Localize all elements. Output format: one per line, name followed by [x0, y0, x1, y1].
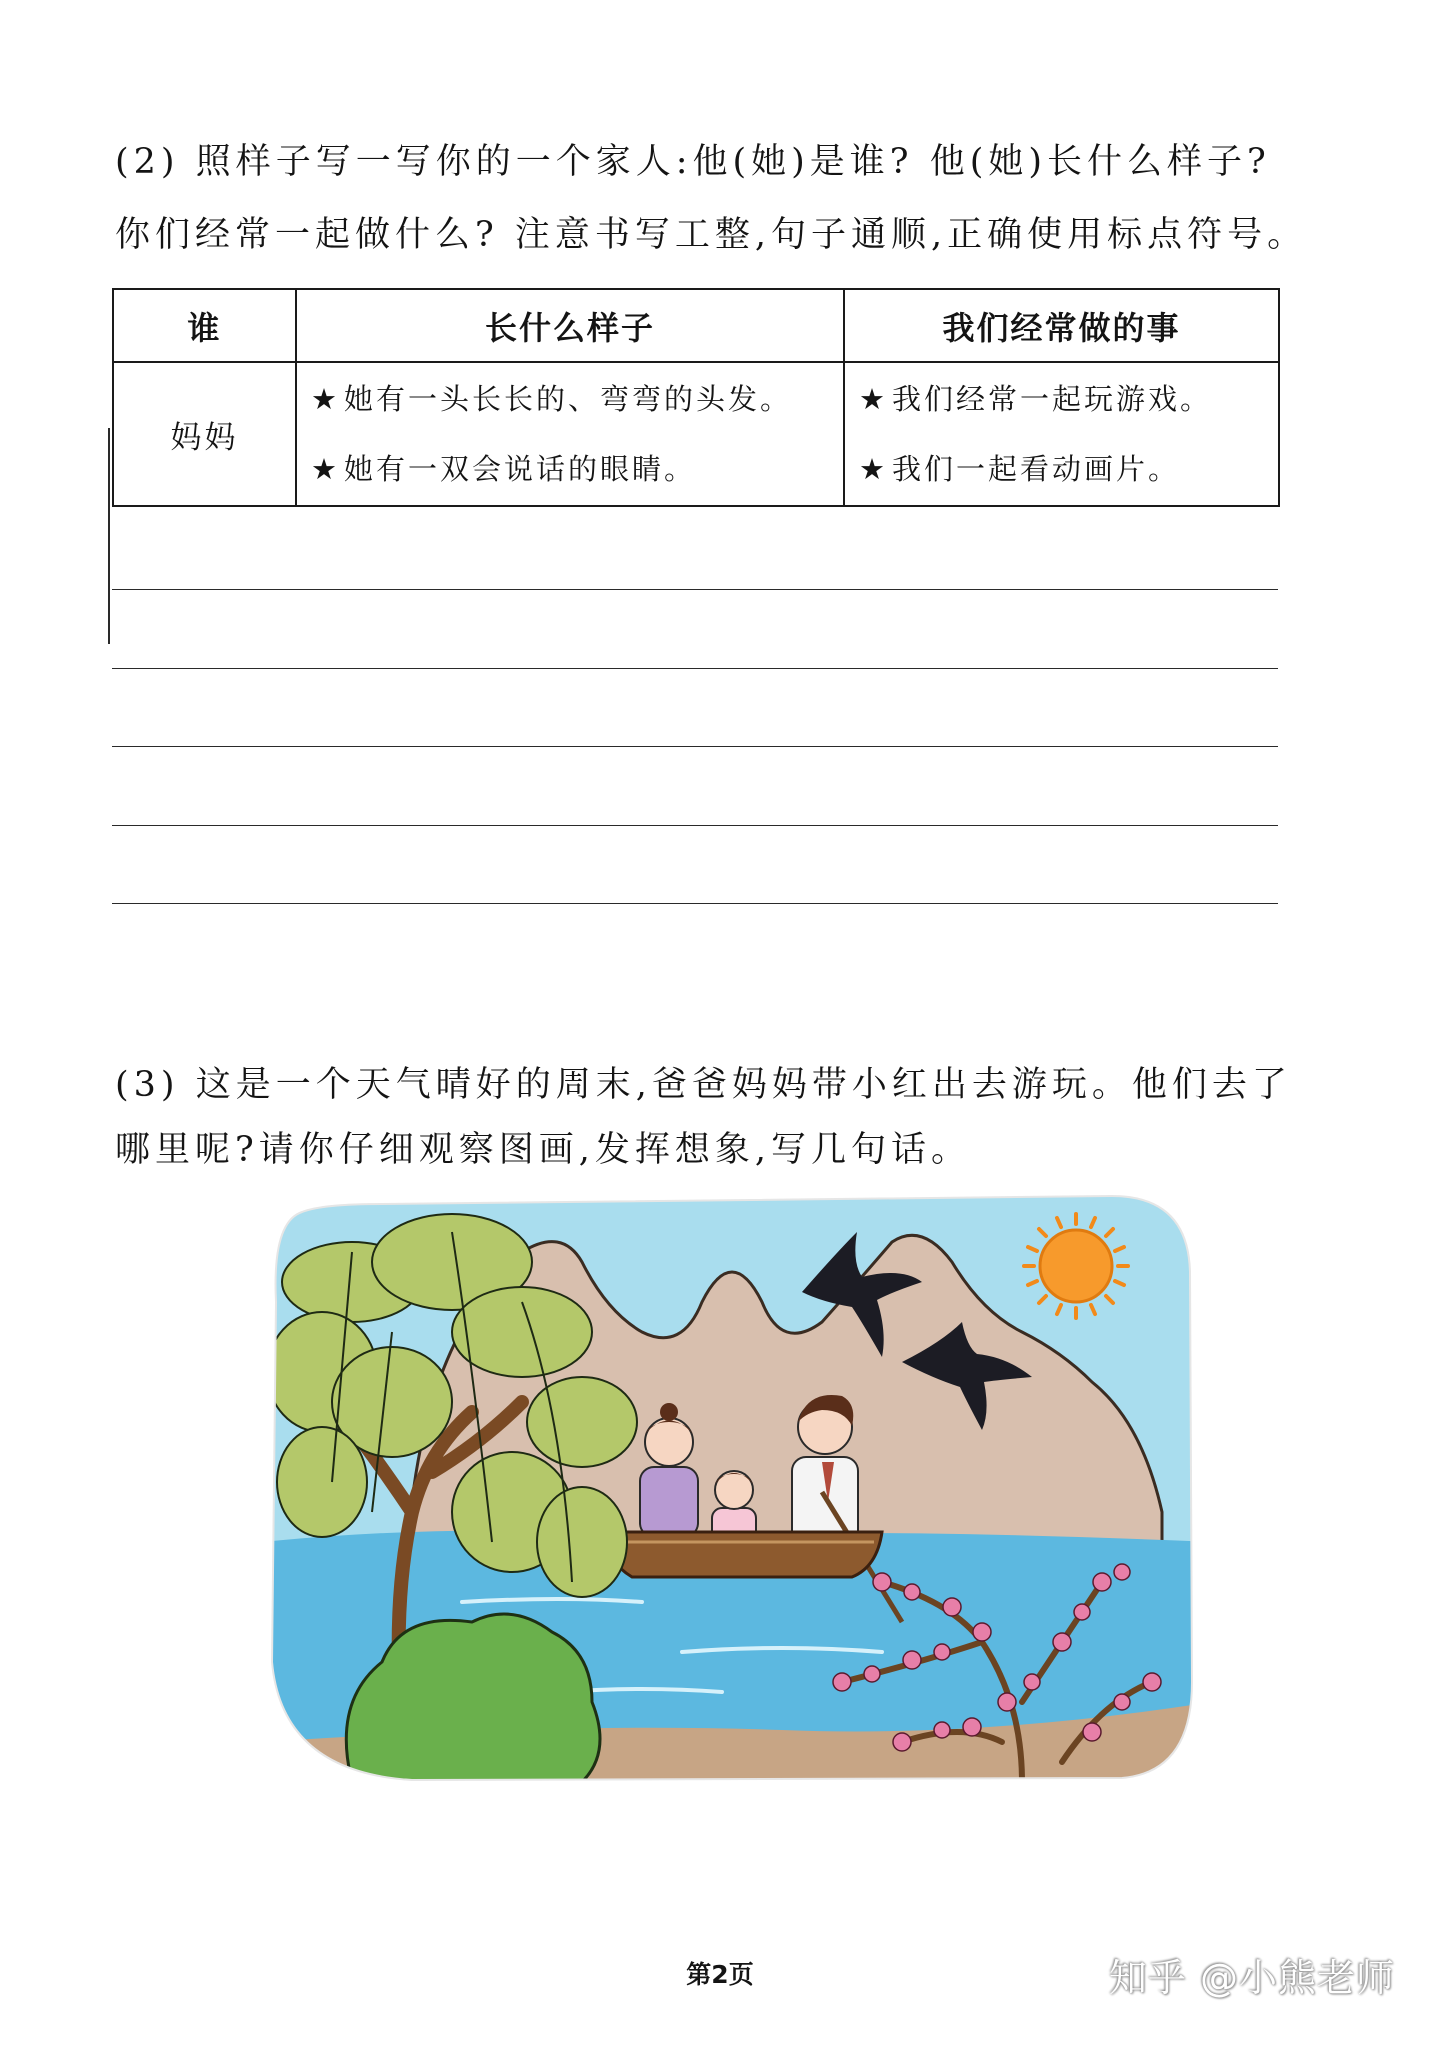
star-icon: ★: [311, 382, 340, 416]
sample-table: [112, 288, 1280, 507]
writing-line-5[interactable]: [112, 903, 1278, 904]
sun-icon: [1024, 1214, 1128, 1318]
header-who: 谁: [113, 289, 296, 362]
writing-line-3[interactable]: [112, 746, 1278, 747]
watermark: 知乎 @小熊老师: [1108, 1956, 1395, 2000]
boat: [602, 1532, 882, 1577]
writing-line-4[interactable]: [112, 825, 1278, 826]
writing-line-1[interactable]: [112, 589, 1278, 590]
section-2-line-2: 你们经常一起做什么? 注意书写工整,句子通顺,正确使用标点符号。: [115, 215, 1308, 255]
page-number: 第2页: [686, 1960, 754, 1989]
header-looks: 长什么样子: [296, 289, 844, 362]
star-icon: ★: [859, 382, 888, 416]
margin-rule: [108, 428, 110, 644]
lake-outing-illustration: [262, 1182, 1212, 1796]
cell-who: 妈妈: [113, 362, 296, 506]
header-things: 我们经常做的事: [844, 289, 1279, 362]
looks-item: ★ 她有一双会说话的眼睛。: [311, 434, 843, 504]
section-2-prompt: [115, 126, 1308, 272]
section-3-line-2: 哪里呢?请你仔细观察图画,发挥想象,写几句话。: [115, 1130, 972, 1170]
writing-line-2[interactable]: [112, 668, 1278, 669]
cell-looks: [296, 362, 844, 506]
table-row: [113, 362, 1279, 506]
star-icon: ★: [311, 452, 340, 486]
cell-things: [844, 362, 1279, 506]
things-item: ★ 我们一起看动画片。: [859, 434, 1278, 504]
things-item: ★ 我们经常一起玩游戏。: [859, 364, 1278, 434]
table-header-row: [113, 289, 1279, 362]
father: [792, 1395, 858, 1547]
section-2-line-1: (2) 照样子写一写你的一个家人:他(她)是谁? 他(她)长什么样子?: [115, 142, 1271, 182]
section-3-line-1: (3) 这是一个天气晴好的周末,爸爸妈妈带小红出去游玩。他们去了: [115, 1065, 1292, 1105]
star-icon: ★: [859, 452, 888, 486]
looks-item: ★ 她有一头长长的、弯弯的头发。: [311, 364, 843, 434]
section-3-prompt: [115, 1049, 1290, 1187]
